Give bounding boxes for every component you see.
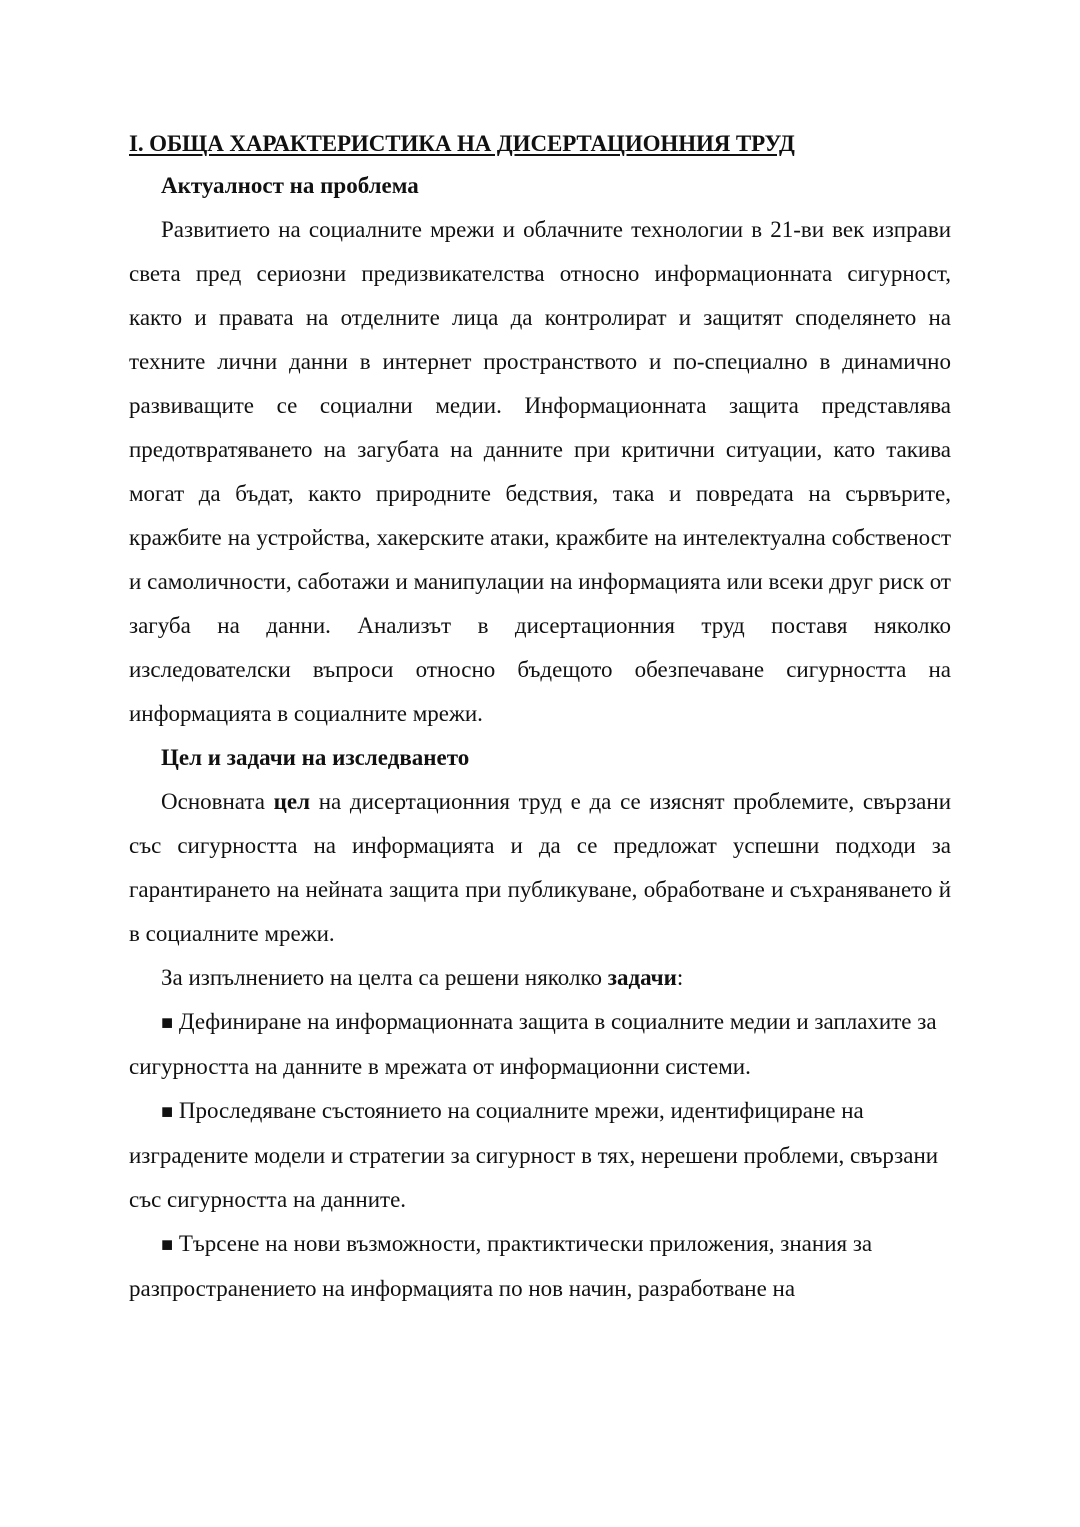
section-heading-relevance: Актуалност на проблема — [161, 173, 419, 198]
tasks-prefix: За изпълнението на целта са решени няколко — [161, 965, 608, 990]
task-item-text: Търсене на нови възможности, практиктически приложения, знания за разпространението на информацията по нов начин, разработване на — [129, 1231, 873, 1301]
bullet-square-icon: ■ — [161, 1234, 174, 1256]
chapter-title: I. ОБЩА ХАРАКТЕРИСТИКА НА ДИСЕРТАЦИОННИЯ ТРУД — [129, 131, 795, 156]
task-item-text: Дефиниране на информационната защита в социалните медии и заплахите за сигурността на данните в мрежата от информационни системи. — [129, 1009, 937, 1079]
tasks-intro — [129, 956, 951, 1000]
goal-suffix: на дисертационния труд е да се изяснят проблемите, свързани със сигурността на информацията и да се предложат успешни подходи за гарантирането на нейната защита при публикуване, обработване и съхраняването й в социалните мрежи. — [129, 789, 952, 946]
goal-keyword: цел — [273, 789, 311, 814]
task-item — [129, 1000, 951, 1089]
relevance-paragraph: Развитието на социалните мрежи и облачните технологии в 21-ви век изправи света пред сериозни предизвикателства относно информационната сигурност, както и правата на отделните лица да контролират и защитят споделянето на техните лични данни в интернет пространството и по-специално в динамично развиващите се социални медии. Информационната защита представлява предотвратяването на загубата на данните при критични ситуации, като такива могат да бъдат, както природните бедствия, така и повредата на сървърите, кражбите на устройства, хакерските атаки, кражбите на интелектуална собственост и самоличности, саботажи и манипулации на информацията или всеки друг риск от загуба на данни. Анализът в дисертационния труд поставя няколко изследователски въпроси относно бъдещото обезпечаване сигурността на информацията в социалните мрежи. — [129, 217, 951, 726]
goal-paragraph — [129, 780, 951, 956]
task-item — [129, 1089, 951, 1222]
tasks-suffix: : — [676, 965, 684, 990]
page-content — [129, 124, 951, 1311]
bullet-square-icon: ■ — [161, 1101, 174, 1123]
section-heading-goal: Цел и задачи на изследването — [161, 745, 470, 770]
task-item-text: Проследяване състоянието на социалните мрежи, идентифициране на изградените модели и стратегии за сигурност в тях, нерешени проблеми, свързани със сигурността на данните. — [129, 1098, 939, 1212]
tasks-keyword: задачи — [607, 965, 677, 990]
bullet-square-icon: ■ — [161, 1012, 174, 1034]
task-item — [129, 1222, 951, 1311]
goal-prefix: Основната — [161, 789, 274, 814]
